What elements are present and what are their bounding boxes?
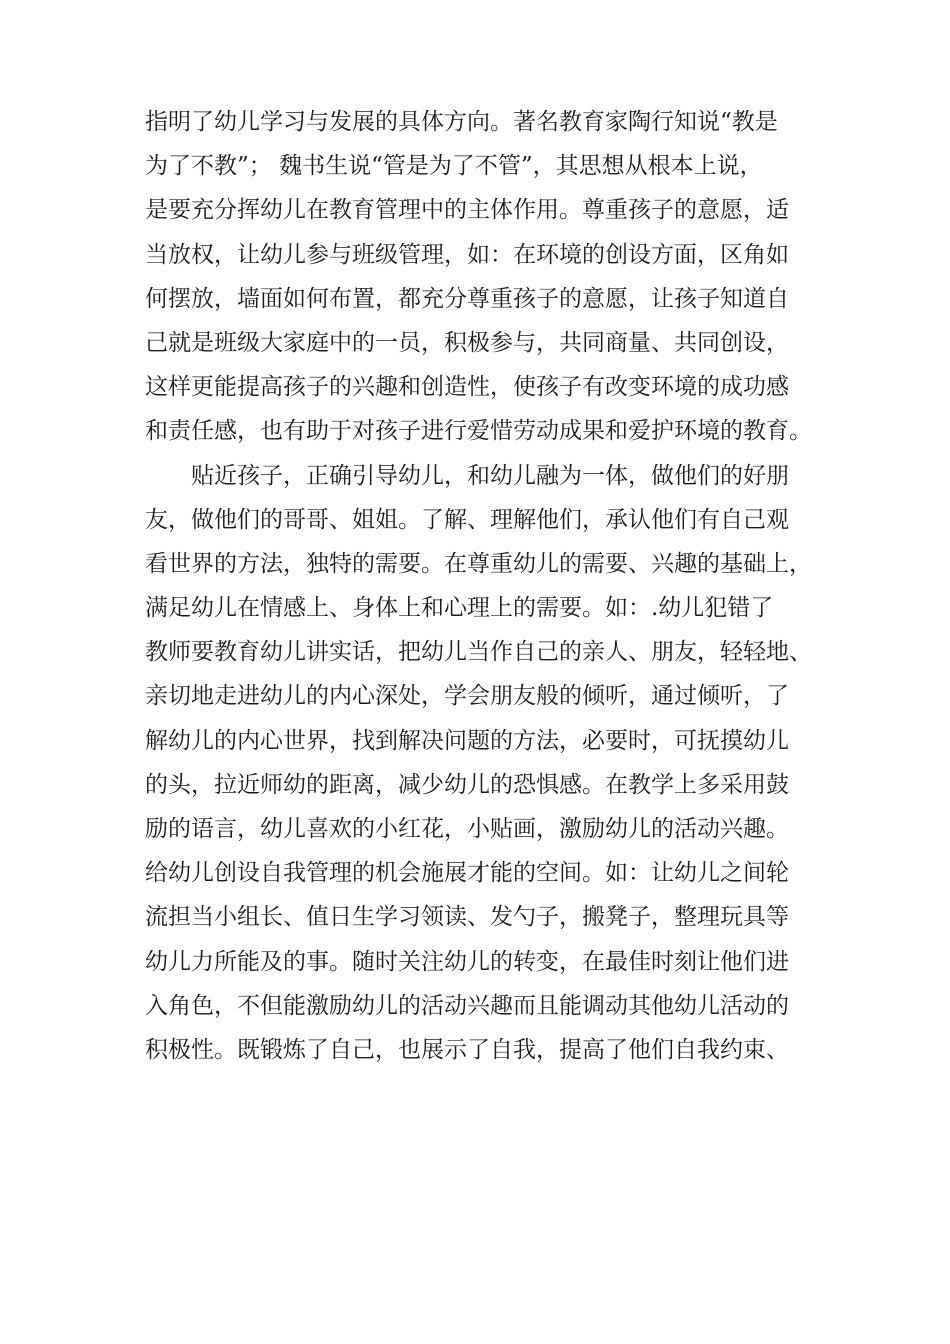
text-line: 当放权，让幼儿参与班级管理，如：在环境的创设方面，区角如 — [145, 241, 789, 268]
text-line: 幼儿力所能及的事。随时关注幼儿的转变，在最佳时刻让他们进 — [145, 948, 789, 975]
text-line: 励的语言，幼儿喜欢的小红花，小贴画，激励幼儿的活动兴趣。 — [145, 816, 789, 842]
text-line: 贴近孩子，正确引导幼儿，和幼儿融为一体，做他们的好朋 — [145, 462, 789, 489]
text-line: 这样更能提高孩子的兴趣和创造性，使孩子有改变环境的成功感 — [145, 374, 789, 401]
text-line: 己就是班级大家庭中的一员，积极参与，共同商量、共同创设， — [145, 329, 789, 356]
text-line: 满足幼儿在情感上、身体上和心理上的需要。如：.幼儿犯错了 — [145, 595, 774, 622]
text-line: 解幼儿的内心世界，找到解决问题的方法，必要时，可抚摸幼儿 — [145, 727, 789, 754]
text-line: 亲切地走进幼儿的内心深处，学会朋友般的倾听，通过倾听，了 — [145, 683, 789, 710]
text-line: 给幼儿创设自我管理的机会施展才能的空间。如：让幼儿之间轮 — [145, 860, 789, 887]
text-line: 何摆放，墙面如何布置，都充分尊重孩子的意愿，让孩子知道自 — [145, 285, 789, 312]
text-line: 积极性。既锻炼了自己，也展示了自我，提高了他们自我约束、 — [145, 1036, 789, 1063]
text-line: 流担当小组长、值日生学习领读、发勺子，搬凳子，整理玩具等 — [145, 904, 789, 931]
text-line: 友，做他们的哥哥、姐姐。了解、理解他们，承认他们有自己观 — [145, 506, 789, 533]
text-line: 的头，拉近师幼的距离，减少幼儿的恐惧感。在教学上多采用鼓 — [145, 771, 789, 798]
text-line: 指明了幼儿学习与发展的具体方向。著名教育家陶行知说“教是 — [145, 109, 778, 135]
text-line: 和责任感，也有助于对孩子进行爱惜劳动成果和爱护环境的教育。 — [145, 418, 812, 445]
text-line: 看世界的方法，独特的需要。在尊重幼儿的需要、兴趣的基础上， — [145, 550, 812, 577]
text-line: 教师要教育幼儿讲实话，把幼儿当作自己的亲人、朋友，轻轻地、 — [145, 639, 812, 666]
text-line: 为了不教”； 魏书生说“管是为了不管”，其思想从根本上说， — [145, 153, 763, 180]
text-line: 是要充分挥幼儿在教育管理中的主体作用。尊重孩子的意愿，适 — [145, 197, 789, 224]
text-line: 入角色，不但能激励幼儿的活动兴趣而且能调动其他幼儿活动的 — [145, 992, 789, 1019]
body-text — [145, 100, 825, 1072]
